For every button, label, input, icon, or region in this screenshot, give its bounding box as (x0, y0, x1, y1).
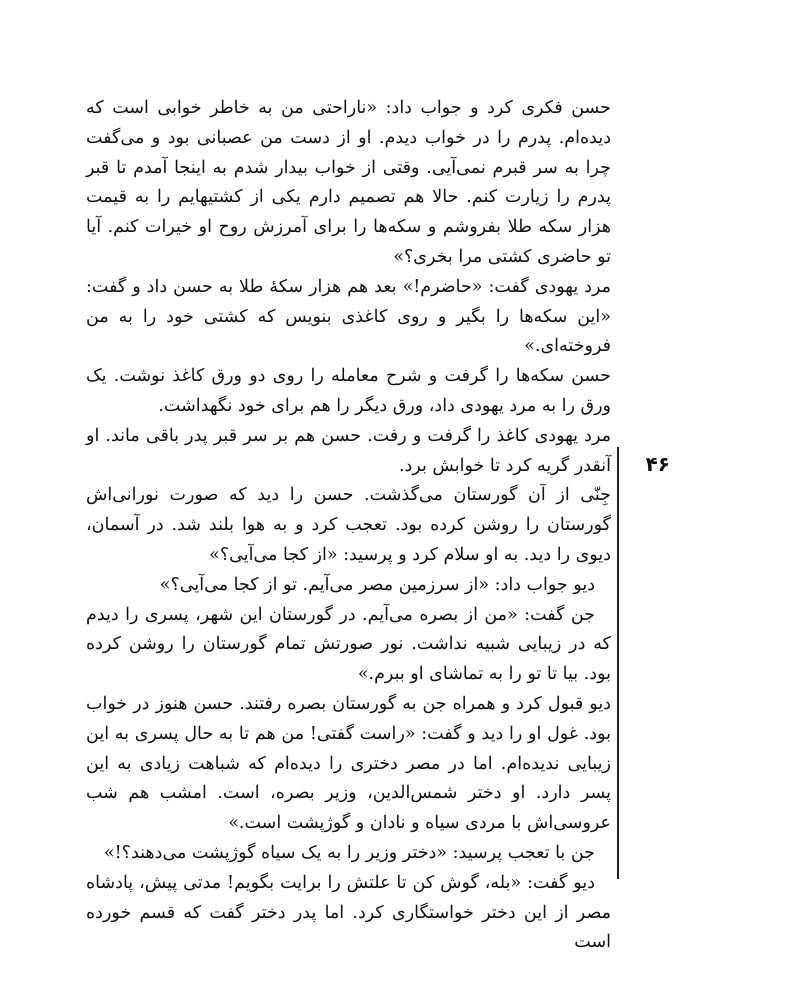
paragraph: جن با تعجب پرسید: «دختر وزیر را به یک سیاه گوژپشت می‌دهند؟!» (103, 842, 595, 863)
body-text (86, 94, 611, 958)
margin-divider (617, 447, 619, 879)
paragraph: دیو گفت: «بله، گوش کن تا علتش را برایت بگویم! مدتی پیش، پادشاه مصر از این دختر خواستگاری کرد. اما پدر دختر گفت که قسم خورده است (86, 872, 611, 953)
page-number: ۴۶ (645, 452, 670, 476)
paragraph: دیو جواب داد: «از سرزمین مصر می‌آیم. تو از کجا می‌آیی؟» (159, 574, 595, 595)
paragraph: حسن سکه‌ها را گرفت و شرح معامله را روی دو ورق کاغذ نوشت. یک ورق را به مرد یهودی داد، ورق دیگر را هم برای خود نگهداشت. (86, 366, 611, 416)
paragraph: مرد یهودی کاغذ را گرفت و رفت. حسن هم بر سر قبر پدر باقی ماند. او آنقدر گریه کرد تا خوابش برد. (86, 425, 611, 476)
paragraph: جن گفت: «من از بصره می‌آیم. در گورستان این شهر، پسری را دیدم که در زیبایی شبیه نداشت. نور صورتش تمام گورستان را روشن کرده بود. بیا تا تو را به تماشای او ببرم.» (86, 604, 611, 685)
paragraph: جِنّی از آن گورستان می‌گذشت. حسن را دید که صورت نورانی‌اش گورستان را روشن کرده بود. تعجب کرد و به هوا بلند شد. در آسمان، دیوی را دید. به او سلام کرد و پرسید: «از کجا می‌آیی؟» (86, 485, 611, 565)
paragraph: حسن فکری کرد و جواب داد: «ناراحتی من به خاطر خوابی است که دیده‌ام. پدرم را در خواب دیدم. او از دست من عصبانی بود و می‌گفت چرا به سر قبرم نمی‌آیی. وقتی از خواب بیدار شدم به اینجا آمدم تا قبر پدرم را زیارت کنم. حالا هم تصمیم دارم یکی از کشتیهایم را به قیمت هزار سکه طلا بفروشم و سکه‌ها را برای آمرزش روح او خیرات کنم. آیا تو حاضری کشتی مرا بخری؟» (86, 98, 611, 267)
paragraph: دیو قبول کرد و همراه جن به گورستان بصره رفتند. حسن هنوز در خواب بود. غول او را دید و گفت: «راست گفتی! من هم تا به حال پسری به این زیبایی ندیده‌ام. اما در مصر دختری را دیده‌ام که شباهت زیادی به این پسر دارد. او دختر شمس‌الدین، وزیر بصره، است. امشب هم شب عروسی‌اش با مردی سیاه و نادان و گوژپشت است.» (86, 693, 611, 834)
paragraph: مرد یهودی گفت: «حاضرم!» بعد هم هزار سکهٔ طلا به حسن داد و گفت: «این سکه‌ها را بگیر و روی کاغذی بنویس که کشتی خود را به من فروخته‌ای.» (86, 276, 611, 357)
